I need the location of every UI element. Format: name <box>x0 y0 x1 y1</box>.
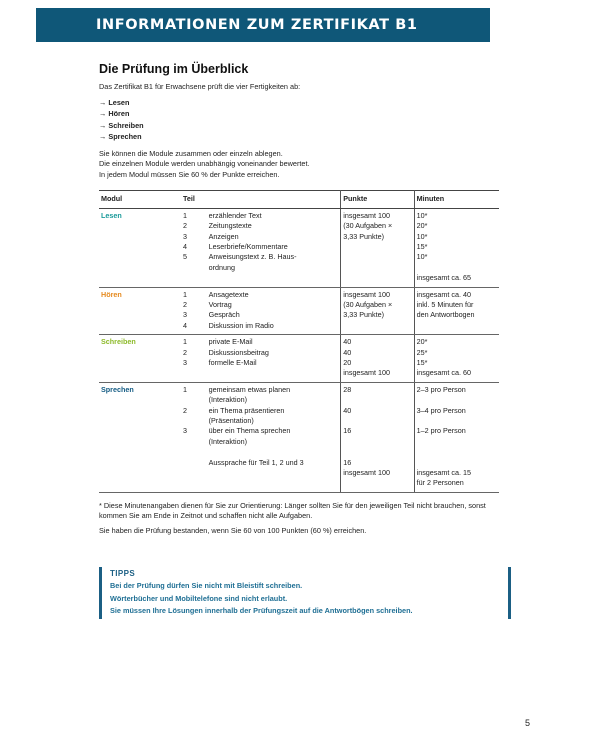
minuten-cell <box>414 335 499 383</box>
cell-line: 20* <box>416 337 428 347</box>
cell-line: für 2 Personen <box>416 478 464 488</box>
inhalt-cell <box>207 208 341 287</box>
cell-line <box>417 321 495 331</box>
cell-line: den Antwortbogen <box>416 310 475 320</box>
cell-line: Leserbriefe/Kommentare <box>208 242 288 251</box>
cell-line <box>417 395 495 405</box>
cell-line: 3 <box>183 231 187 241</box>
header-teil: Teil <box>181 191 207 208</box>
cell-line: 16 <box>343 457 352 467</box>
cell-line: Zeitungstexte <box>208 221 252 231</box>
cell-line <box>209 273 337 283</box>
cell-line: (Präsentation) <box>208 416 254 426</box>
table-row <box>99 382 499 492</box>
module-cell <box>99 208 181 287</box>
main-content <box>99 62 499 537</box>
cell-line <box>343 242 409 252</box>
modules-text-1: Sie können die Module zusammen oder einzeln ablegen. <box>99 148 283 158</box>
table-header-row <box>99 191 499 208</box>
cell-line: (30 Aufgaben × <box>343 300 393 310</box>
cell-line <box>417 263 495 273</box>
module-name: Sprechen <box>101 384 134 394</box>
skills-list <box>99 97 499 143</box>
cell-line: private E-Mail <box>208 337 253 347</box>
cell-line: 20* <box>416 221 428 231</box>
cell-line <box>417 416 495 426</box>
cell-line: 2 <box>183 405 187 415</box>
header-minuten: Minuten <box>414 191 499 208</box>
skill-item: → Hören <box>99 109 130 119</box>
modules-text-2: Die einzelnen Module werden unabhängig voneinander bewertet. <box>99 159 310 169</box>
cell-line: 2–3 pro Person <box>416 384 466 394</box>
cell-line: 3,33 Punkte) <box>343 310 385 320</box>
inhalt-cell <box>207 335 341 383</box>
cell-line: 10* <box>416 231 428 241</box>
cell-line: Diskussion im Radio <box>208 320 274 330</box>
tipp-line: Bei der Prüfung dürfen Sie nicht mit Bleistift schreiben. <box>110 581 303 590</box>
cell-line: Anzeigen <box>208 231 239 241</box>
exam-overview-table <box>99 190 499 492</box>
cell-line: 4 <box>183 320 187 330</box>
cell-line: über ein Thema sprechen <box>208 426 291 436</box>
cell-line <box>183 263 203 273</box>
skill-item: → Sprechen <box>99 132 142 142</box>
cell-line: 1 <box>183 337 187 347</box>
cell-line <box>343 447 409 457</box>
cell-line: Vortrag <box>208 300 232 310</box>
teil-cell <box>181 335 207 383</box>
skill-item: → Lesen <box>99 97 130 107</box>
cell-line <box>183 458 203 468</box>
table-body <box>99 208 499 492</box>
cell-line: Aussprache für Teil 1, 2 und 3 <box>208 457 304 467</box>
cell-line: 40 <box>343 347 352 357</box>
cell-line: 16 <box>343 426 352 436</box>
cell-line: (Interaktion) <box>208 395 247 405</box>
teil-cell <box>181 287 207 335</box>
teil-cell <box>181 382 207 492</box>
cell-line: insgesamt 100 <box>343 289 390 299</box>
cell-line: 40 <box>343 405 352 415</box>
cell-line: (Interaktion) <box>208 436 247 446</box>
minuten-cell <box>414 382 499 492</box>
module-cell <box>99 335 181 383</box>
cell-line <box>343 437 409 447</box>
cell-line <box>183 368 203 378</box>
module-name: Schreiben <box>101 337 136 347</box>
cell-line: gemeinsam etwas planen <box>208 384 291 394</box>
cell-line: 25* <box>416 347 428 357</box>
cell-line: insgesamt ca. 40 <box>416 289 471 299</box>
cell-line: (30 Aufgaben × <box>343 221 393 231</box>
table-row <box>99 335 499 383</box>
cell-line: 40 <box>343 337 352 347</box>
cell-line: inkl. 5 Minuten für <box>416 300 474 310</box>
minuten-cell <box>414 208 499 287</box>
cell-line <box>183 468 203 478</box>
module-name: Lesen <box>101 210 122 220</box>
tipps-title: TIPPS <box>110 569 136 578</box>
cell-line: Diskussionsbeitrag <box>208 347 269 357</box>
cell-line: 3,33 Punkte) <box>343 231 385 241</box>
cell-line: 10* <box>416 252 428 262</box>
tipps-box <box>99 567 511 619</box>
cell-line: Gespräch <box>208 310 240 320</box>
punkte-cell <box>341 287 414 335</box>
module-cell <box>99 287 181 335</box>
cell-line: insgesamt ca. 15 <box>416 468 471 478</box>
tipp-line: Wörterbücher und Mobiltelefone sind nicht erlaubt. <box>110 593 288 603</box>
table-row <box>99 208 499 287</box>
cell-line: 3 <box>183 426 187 436</box>
cell-line <box>209 368 337 378</box>
header-modul: Modul <box>99 191 181 208</box>
cell-line <box>343 252 409 262</box>
cell-line: 2 <box>183 347 187 357</box>
cell-line: 28 <box>343 384 352 394</box>
footnote: * Diese Minutenangaben dienen für Sie zur Orientierung: Länger sollten Sie für den jeweiligen Teil nicht brauchen, sonst kommen Sie am Ende in Zeitnot und schaffen nicht alle Aufgaben. <box>99 500 486 521</box>
cell-line <box>343 263 409 273</box>
header-punkte: Punkte <box>341 191 414 208</box>
cell-line: 3–4 pro Person <box>416 405 466 415</box>
punkte-cell <box>341 335 414 383</box>
modules-text-3: In jedem Modul müssen Sie 60 % der Punkte erreichen. <box>99 169 280 179</box>
cell-line: 2 <box>183 300 187 310</box>
cell-line: 15* <box>416 242 428 251</box>
cell-line: 2 <box>183 221 187 231</box>
pass-criterion: Sie haben die Prüfung bestanden, wenn Sie 60 von 100 Punkten (60 %) erreichen. <box>99 526 367 536</box>
cell-line <box>183 437 203 447</box>
cell-line <box>343 273 409 283</box>
cell-line <box>183 416 203 426</box>
intro-text: Das Zertifikat B1 für Erwachsene prüft die vier Fertigkeiten ab: <box>99 82 301 91</box>
cell-line: 1 <box>183 210 187 220</box>
cell-line: Ansagetexte <box>208 289 249 299</box>
inhalt-cell <box>207 287 341 335</box>
section-heading: Die Prüfung im Überblick <box>99 62 249 76</box>
cell-line: formelle E-Mail <box>208 358 257 368</box>
cell-line: erzählender Text <box>208 210 262 220</box>
cell-line: insgesamt 100 <box>343 468 390 478</box>
cell-line <box>183 447 203 457</box>
cell-line <box>417 447 495 457</box>
minuten-cell <box>414 287 499 335</box>
module-name: Hören <box>101 289 122 299</box>
cell-line: 3 <box>183 358 187 368</box>
cell-line: 10* <box>416 210 428 220</box>
cell-line: insgesamt ca. 65 <box>416 273 471 283</box>
teil-cell <box>181 208 207 287</box>
cell-line <box>183 395 203 405</box>
cell-line: 1 <box>183 289 187 299</box>
page-banner: INFORMATIONEN ZUM ZERTIFIKAT B1 <box>36 8 490 42</box>
module-cell <box>99 382 181 492</box>
cell-line <box>417 437 495 447</box>
cell-line <box>209 468 337 478</box>
inhalt-cell <box>207 382 341 492</box>
cell-line: insgesamt 100 <box>343 368 390 378</box>
cell-line <box>209 447 337 457</box>
cell-line: insgesamt 100 <box>343 210 390 220</box>
punkte-cell <box>341 382 414 492</box>
table-row <box>99 287 499 335</box>
page-number: 5 <box>525 718 531 728</box>
cell-line: 1 <box>183 384 187 394</box>
cell-line: 15* <box>416 358 428 368</box>
cell-line <box>343 395 409 405</box>
cell-line: insgesamt ca. 60 <box>416 368 471 378</box>
cell-line: 20 <box>343 358 352 368</box>
cell-line: ein Thema präsentieren <box>208 405 285 415</box>
punkte-cell <box>341 208 414 287</box>
tipp-line: Sie müssen Ihre Lösungen innerhalb der Prüfungszeit auf die Antwortbögen schreiben. <box>110 606 413 615</box>
cell-line: ordnung <box>208 262 235 272</box>
skill-item: → Schreiben <box>99 120 144 130</box>
cell-line <box>343 416 409 426</box>
header-inhalt <box>207 191 341 208</box>
cell-line: 5 <box>183 252 187 262</box>
cell-line: Anweisungstext z. B. Haus- <box>208 252 297 262</box>
cell-line <box>183 273 203 283</box>
cell-line <box>417 458 495 468</box>
cell-line <box>343 321 409 331</box>
cell-line: 3 <box>183 310 187 320</box>
cell-line: 1–2 pro Person <box>416 426 466 436</box>
cell-line: 4 <box>183 242 187 251</box>
